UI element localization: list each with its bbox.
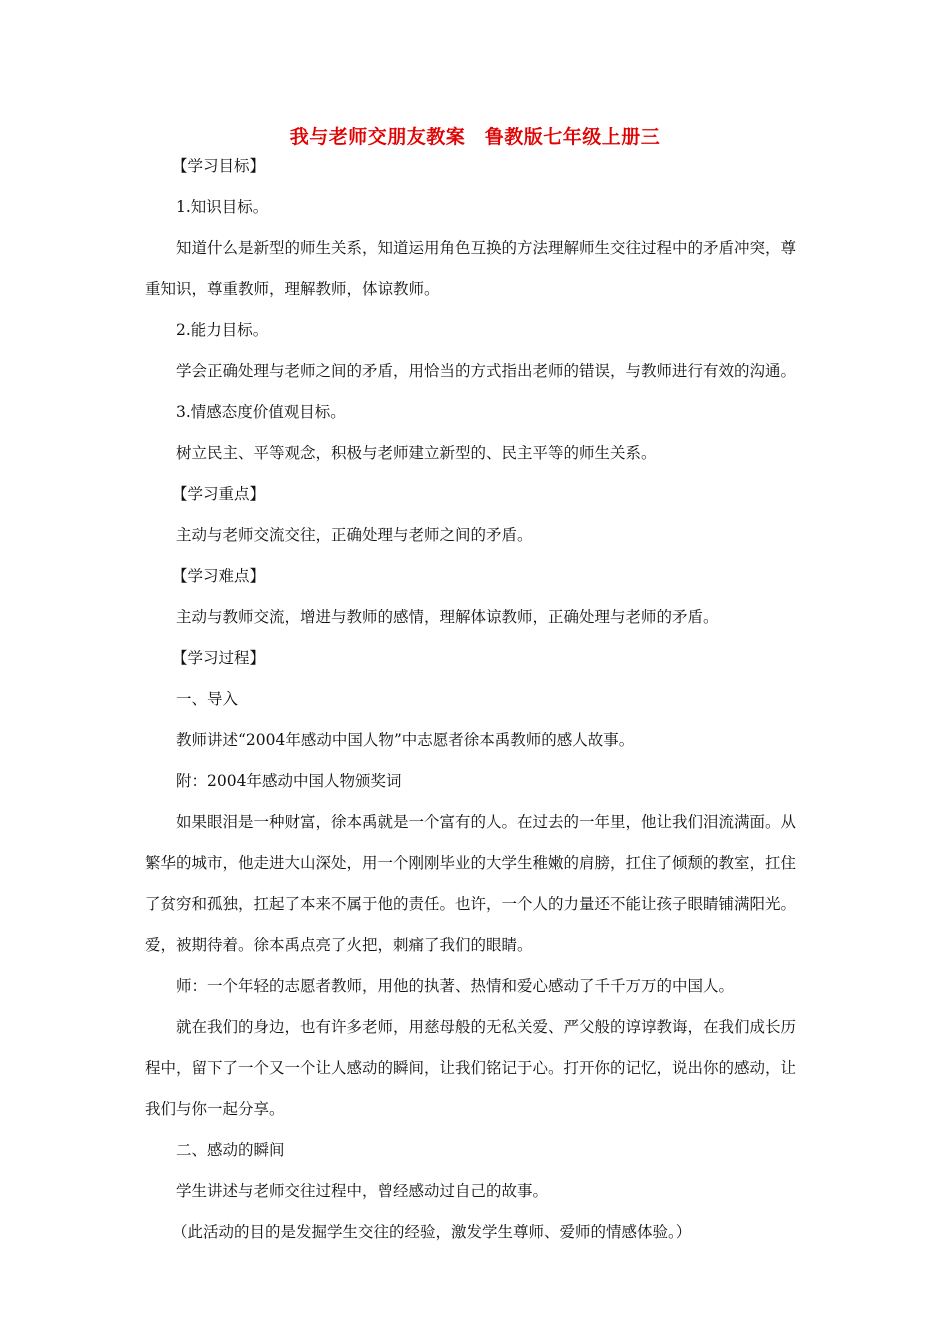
paragraph: 2.能力目标。 [176, 321, 269, 339]
section-heading-process: 【学习过程】 [172, 649, 266, 667]
section-heading-goals: 【学习目标】 [172, 157, 266, 175]
paragraph: 师：一个年轻的志愿者教师，用他的执著、热情和爱心感动了千千万万的中国人。 [176, 977, 735, 995]
paragraph: 学生讲述与老师交往过程中，曾经感动过自己的故事。 [176, 1182, 549, 1200]
paragraph: 3.情感态度价值观目标。 [176, 403, 346, 421]
document-body [145, 146, 810, 1253]
paragraph: 学会正确处理与老师之间的矛盾，用恰当的方式指出老师的错误，与教师进行有效的沟通。 [176, 362, 797, 380]
section-heading-key-points: 【学习重点】 [172, 485, 266, 503]
paragraph: 就在我们的身边，也有许多老师，用慈母般的无私关爱、严父般的谆谆教诲，在我们成长历程中，留下了一个又一个让人感动的瞬间，让我们铭记于心。打开你的记忆，说出你的感动，让我们与你一起分享。 [145, 1018, 797, 1118]
paragraph-note: （此活动的目的是发掘学生交往的经验，激发学生尊师、爱师的情感体验。） [172, 1223, 692, 1241]
paragraph: 1.知识目标。 [176, 198, 269, 216]
paragraph: 树立民主、平等观念，积极与老师建立新型的、民主平等的师生关系。 [176, 444, 657, 462]
document-title: 我与老师交朋友教案 鲁教版七年级上册三 [289, 126, 661, 148]
paragraph: 教师讲述“2004年感动中国人物”中志愿者徐本禹教师的感人故事。 [176, 731, 635, 749]
paragraph: 二、感动的瞬间 [176, 1141, 285, 1159]
paragraph: 主动与老师交流交往，正确处理与老师之间的矛盾。 [176, 526, 533, 544]
paragraph: 附：2004年感动中国人物颁奖词 [176, 772, 402, 790]
paragraph: 知道什么是新型的师生关系，知道运用角色互换的方法理解师生交往过程中的矛盾冲突，尊重知识，尊重教师，理解教师，体谅教师。 [145, 239, 797, 298]
section-heading-difficulties: 【学习难点】 [172, 567, 266, 585]
paragraph: 如果眼泪是一种财富，徐本禹就是一个富有的人。在过去的一年里，他让我们泪流满面。从繁华的城市，他走进大山深处，用一个刚刚毕业的大学生稚嫩的肩膀，扛住了倾颓的教室，扛住了贫穷和孤独，扛起了本来不属于他的责任。也许，一个人的力量还不能让孩子眼睛铺满阳光。爱，被期待着。徐本禹点亮了火把，刺痛了我们的眼睛。 [145, 813, 797, 954]
paragraph: 主动与教师交流，增进与教师的感情，理解体谅教师，正确处理与老师的矛盾。 [176, 608, 719, 626]
paragraph: 一、导入 [176, 690, 239, 708]
